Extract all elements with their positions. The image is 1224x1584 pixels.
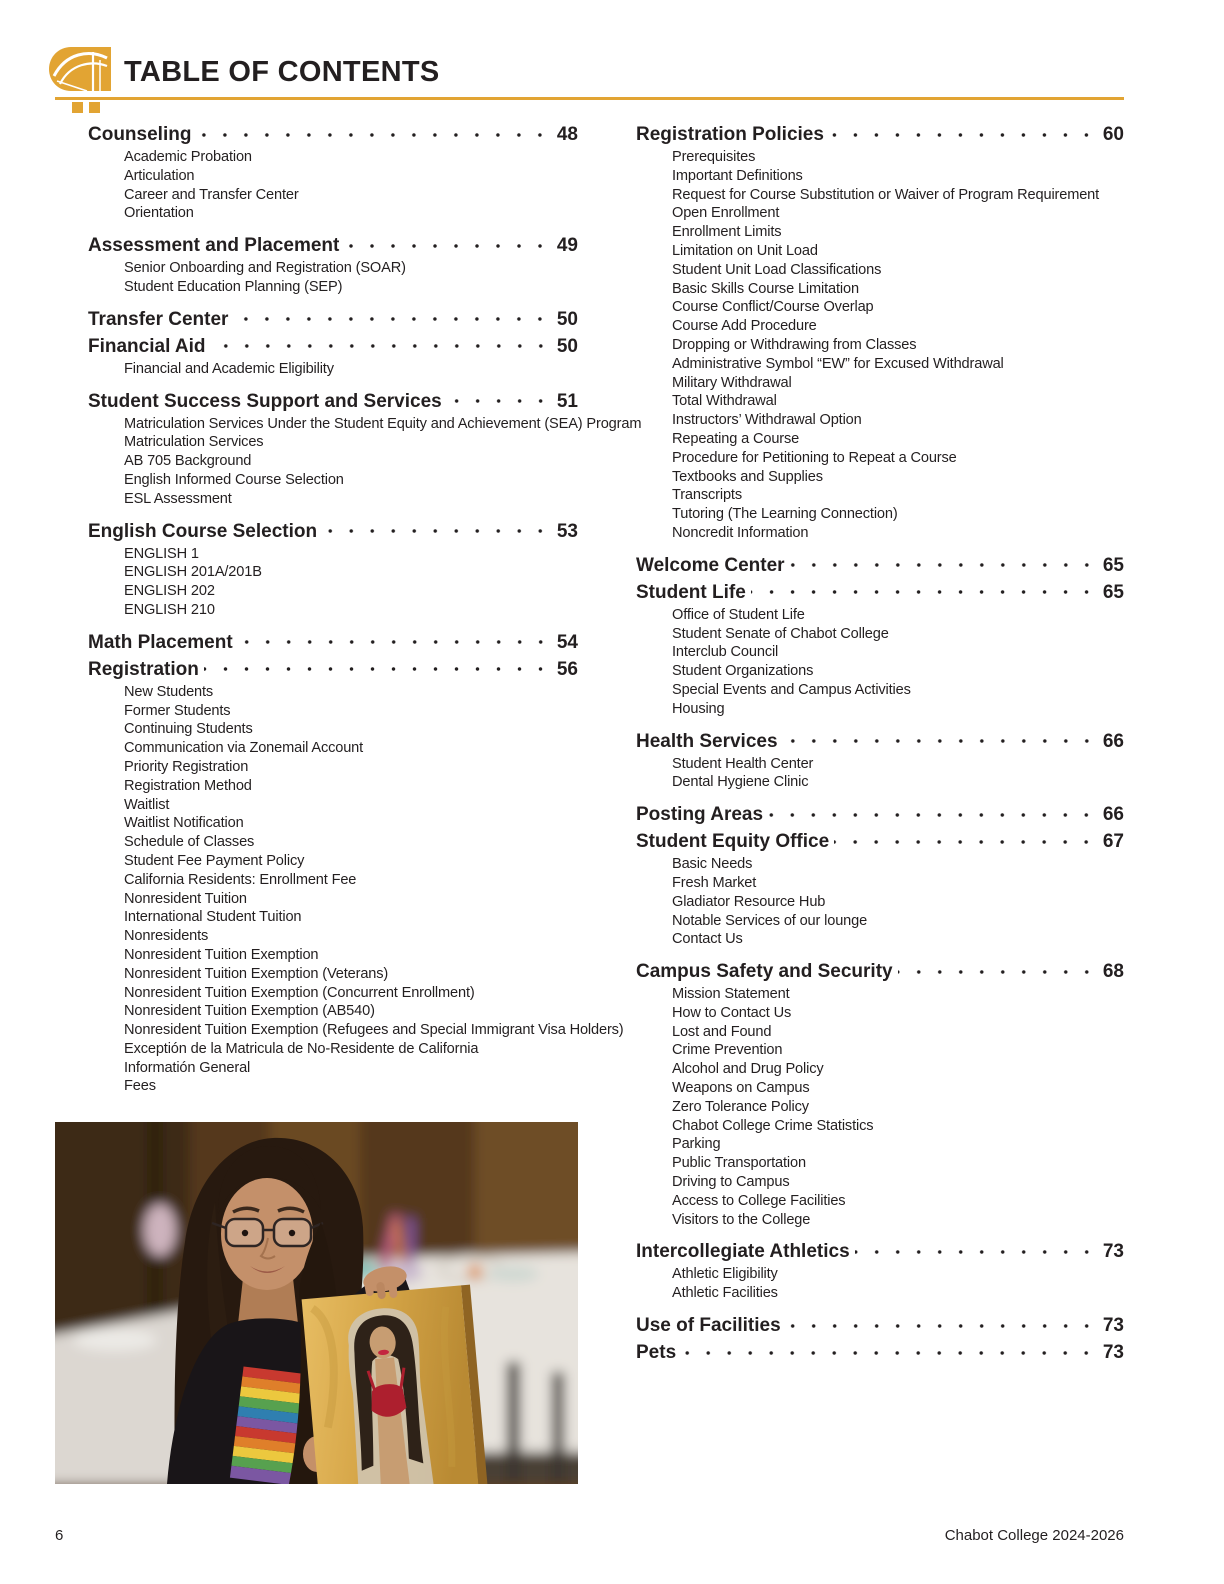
- toc-subitem: New Students: [124, 683, 214, 700]
- toc-subitem: Public Transportation: [672, 1155, 806, 1172]
- toc-subitem: Mission Statement: [672, 986, 790, 1003]
- toc-subitem: Student Health Center: [672, 755, 814, 772]
- toc-entry-head: [636, 829, 1124, 854]
- toc-subitem: Nonresident Tuition Exemption (AB540): [124, 1003, 375, 1020]
- student-painting-photo: [55, 1122, 578, 1484]
- toc-subitem: Enrollment Limits: [672, 224, 782, 241]
- toc-subitem: Student Senate of Chabot College: [672, 625, 889, 642]
- toc-entry-page-number: 68: [1102, 961, 1124, 983]
- toc-subitem-list: [88, 415, 642, 509]
- toc-entry-page-number: 73: [1102, 1315, 1124, 1337]
- toc-subitem: Dropping or Withdrawing from Classes: [672, 336, 917, 353]
- toc-subitem: Basic Skills Course Limitation: [672, 280, 859, 297]
- toc-subitem: California Residents: Enrollment Fee: [124, 871, 357, 888]
- toc-entry-head: [636, 1239, 1124, 1264]
- toc-subitem: Articulation: [124, 167, 195, 184]
- toc-subitem: Athletic Eligibility: [672, 1266, 778, 1283]
- toc-subitem-list: [88, 259, 578, 297]
- toc-subitem: ENGLISH 1: [124, 545, 199, 562]
- toc-subitem: Orientation: [124, 205, 194, 222]
- toc-entry: [636, 122, 1124, 543]
- toc-entry-head: [636, 959, 1124, 984]
- toc-subitem: Interclub Council: [672, 644, 779, 661]
- toc-entry-title: Registration: [88, 658, 199, 680]
- toc-entry-title: Health Services: [636, 730, 778, 752]
- toc-subitem: Noncredit Information: [672, 524, 809, 541]
- dot-leader: [783, 729, 1097, 754]
- toc-entry: [636, 580, 1124, 719]
- toc-entry: [636, 729, 1124, 793]
- toc-subitem: Weapons on Campus: [672, 1080, 810, 1097]
- toc-subitem: Chabot College Crime Statistics: [672, 1117, 874, 1134]
- toc-entry: [636, 553, 1124, 578]
- toc-entry-title: Financial Aid: [88, 335, 206, 357]
- toc-subitem: How to Contact Us: [672, 1004, 792, 1021]
- toc-subitem: Schedule of Classes: [124, 834, 255, 851]
- toc-entry-page-number: 65: [1102, 554, 1124, 576]
- toc-subitem-list: [636, 148, 1124, 543]
- toc-entry-page-number: 50: [556, 335, 578, 357]
- toc-entry-title: Welcome Center: [636, 554, 785, 576]
- toc-subitem-list: [88, 545, 578, 620]
- toc-entry-title: Transfer Center: [88, 308, 229, 330]
- toc-subitem: Former Students: [124, 702, 231, 719]
- toc-subitem: Limitation on Unit Load: [672, 242, 818, 259]
- dot-leader: [233, 307, 550, 332]
- footer-catalog: Chabot College 2024-2026: [944, 1527, 1124, 1544]
- toc-subitem: Career and Transfer Center: [124, 186, 299, 203]
- toc-entry: [636, 959, 1124, 1229]
- toc-subitem: English Informed Course Selection: [124, 471, 344, 488]
- toc-entry-head: [88, 334, 578, 359]
- dot-leader: [855, 1239, 1097, 1264]
- toc-entry-head: [88, 657, 578, 682]
- dot-leader: [204, 657, 551, 682]
- toc-subitem: Procedure for Petitioning to Repeat a Course: [672, 449, 957, 466]
- toc-subitem: Nonresident Tuition: [124, 890, 247, 907]
- toc-subitem: Waitlist: [124, 796, 170, 813]
- toc-subitem: Zero Tolerance Policy: [672, 1098, 809, 1115]
- toc-entry-head: [636, 1313, 1124, 1338]
- toc-entry-title: Posting Areas: [636, 804, 764, 826]
- toc-entry: [636, 829, 1124, 949]
- toc-entry-head: [636, 1340, 1124, 1365]
- toc-subitem: Housing: [672, 700, 725, 717]
- toc-subitem: Student Organizations: [672, 663, 814, 680]
- toc-subitem-list: [88, 683, 624, 1097]
- toc-entry: [88, 307, 578, 332]
- dot-leader: [898, 959, 1097, 984]
- toc-entry-page-number: 49: [556, 235, 578, 257]
- toc-subitem: Course Conflict/Course Overlap: [672, 299, 874, 316]
- dot-leader: [322, 519, 551, 544]
- toc-subitem: Financial and Academic Eligibility: [124, 360, 334, 377]
- toc-subitem: Tutoring (The Learning Connection): [672, 506, 898, 523]
- toc-entry-title: Student Success Support and Services: [88, 390, 442, 412]
- toc-subitem-list: [88, 360, 578, 379]
- toc-subitem: Important Definitions: [672, 167, 803, 184]
- toc-entry-page-number: 54: [556, 631, 578, 653]
- toc-subitem: ESL Assessment: [124, 490, 232, 507]
- header-divider: [55, 97, 1124, 100]
- toc-subitem: Open Enrollment: [672, 205, 780, 222]
- dot-leader: [829, 122, 1097, 147]
- dot-leader: [196, 122, 550, 147]
- toc-entry-head: [88, 307, 578, 332]
- toc-subitem: Parking: [672, 1136, 721, 1153]
- toc-subitem: Nonresident Tuition Exemption (Veterans): [124, 965, 389, 982]
- toc-subitem: Matriculation Services Under the Student Equity and Achievement (SEA) Program: [124, 415, 642, 432]
- toc-entry-title: Intercollegiate Athletics: [636, 1241, 850, 1263]
- toc-entry: [88, 122, 578, 223]
- toc-entry-page-number: 53: [556, 520, 578, 542]
- dot-leader: [768, 802, 1097, 827]
- toc-subitem: Lost and Found: [672, 1023, 772, 1040]
- toc-subitem: Prerequisites: [672, 149, 756, 165]
- toc-entry-page-number: 51: [556, 390, 578, 412]
- toc-entry-head: [636, 580, 1124, 605]
- toc-subitem: Instructors’ Withdrawal Option: [672, 412, 862, 429]
- toc-subitem: Alcohol and Drug Policy: [672, 1061, 824, 1078]
- toc-subitem: Repeating a Course: [672, 430, 800, 447]
- toc-subitem: Access to College Facilities: [672, 1192, 846, 1209]
- toc-entry-page-number: 60: [1102, 124, 1124, 145]
- toc-entry: [88, 233, 578, 297]
- toc-subitem: Communication via Zonemail Account: [124, 740, 364, 757]
- toc-subitem: Crime Prevention: [672, 1042, 783, 1059]
- toc-subitem: International Student Tuition: [124, 909, 302, 926]
- toc-entry-title: Use of Facilities: [636, 1315, 781, 1337]
- toc-subitem: Nonresidents: [124, 928, 209, 945]
- toc-subitem-list: [636, 985, 1124, 1229]
- toc-subitem: Fees: [124, 1078, 156, 1095]
- toc-entry: [636, 1340, 1124, 1365]
- toc-column-left: [55, 112, 642, 1484]
- toc-subitem: Gladiator Resource Hub: [672, 893, 826, 910]
- toc-entry-title: Assessment and Placement: [88, 235, 340, 257]
- dot-leader: [681, 1340, 1097, 1365]
- dot-leader: [751, 580, 1097, 605]
- toc-entry: [636, 1313, 1124, 1338]
- toc-subitem: ENGLISH 210: [124, 601, 215, 618]
- toc-entry-page-number: 50: [556, 308, 578, 330]
- toc-subitem-list: [636, 855, 1124, 949]
- toc-entry-page-number: 65: [1102, 581, 1124, 603]
- toc-subitem: Fresh Market: [672, 874, 757, 891]
- toc-entry: [636, 1239, 1124, 1303]
- toc-entry-page-number: 48: [556, 124, 578, 145]
- page-number: 6: [55, 1527, 64, 1544]
- toc-entry-head: [636, 553, 1124, 578]
- toc-entry-head: [88, 389, 578, 414]
- toc: [55, 112, 1124, 1484]
- dot-leader: [238, 630, 551, 655]
- toc-entry-head: [88, 122, 578, 147]
- toc-subitem: Office of Student Life: [672, 606, 805, 623]
- toc-subitem: Student Fee Payment Policy: [124, 852, 305, 869]
- dot-leader: [344, 233, 551, 258]
- toc-subitem: Military Withdrawal: [672, 374, 792, 391]
- toc-subitem: ENGLISH 202: [124, 583, 215, 600]
- toc-entry-head: [88, 233, 578, 258]
- toc-subitem: Waitlist Notification: [124, 815, 244, 832]
- toc-subitem: Registration Method: [124, 777, 252, 794]
- toc-subitem: Contact Us: [672, 931, 743, 948]
- toc-subitem: Athletic Facilities: [672, 1285, 778, 1302]
- toc-entry-page-number: 67: [1102, 831, 1124, 853]
- toc-entry-title: Math Placement: [88, 631, 233, 653]
- toc-entry-page-number: 66: [1102, 804, 1124, 826]
- toc-column-right: [636, 112, 1124, 1484]
- toc-entry-page-number: 73: [1102, 1241, 1124, 1263]
- toc-subitem: Informatión General: [124, 1059, 251, 1076]
- toc-entry-head: [88, 630, 578, 655]
- toc-subitem: AB 705 Background: [124, 453, 252, 470]
- toc-entry-title: Pets: [636, 1342, 677, 1364]
- dot-leader: [211, 334, 551, 359]
- toc-subitem-list: [88, 148, 578, 223]
- toc-subitem: Notable Services of our lounge: [672, 912, 868, 929]
- toc-subitem: Administrative Symbol “EW” for Excused Withdrawal: [672, 355, 1004, 372]
- toc-subitem: ENGLISH 201A/201B: [124, 564, 262, 581]
- toc-entry-title: Student Life: [636, 581, 746, 603]
- toc-subitem: Total Withdrawal: [672, 393, 777, 410]
- toc-subitem: Textbooks and Supplies: [672, 468, 823, 485]
- toc-subitem: Nonresident Tuition Exemption (Concurrent Enrollment): [124, 984, 475, 1001]
- dot-leader: [790, 553, 1097, 578]
- toc-subitem: Student Unit Load Classifications: [672, 261, 882, 278]
- toc-subitem: Academic Probation: [124, 149, 252, 165]
- chabot-logo-icon: [47, 45, 115, 115]
- toc-subitem: Matriculation Services: [124, 434, 264, 451]
- dot-leader: [834, 829, 1097, 854]
- toc-subitem-list: [636, 606, 1124, 719]
- toc-entry: [88, 519, 578, 620]
- toc-subitem: Request for Course Substitution or Waiver of Program Requirement: [672, 186, 1100, 203]
- toc-entry-head: [636, 729, 1124, 754]
- toc-entry-page-number: 56: [556, 658, 578, 680]
- toc-entry-title: Campus Safety and Security: [636, 961, 893, 983]
- toc-entry-head: [636, 122, 1124, 147]
- toc-entry: [88, 334, 578, 379]
- toc-entry: [636, 802, 1124, 827]
- toc-entry-title: Student Equity Office: [636, 831, 830, 853]
- toc-subitem: Exceptión de la Matricula de No-Residente de California: [124, 1040, 479, 1057]
- toc-entry-page-number: 66: [1102, 730, 1124, 752]
- toc-subitem-list: [636, 1265, 1124, 1303]
- toc-entry-page-number: 73: [1102, 1342, 1124, 1364]
- dot-leader: [786, 1313, 1097, 1338]
- toc-subitem: Driving to Campus: [672, 1174, 790, 1191]
- toc-subitem: Continuing Students: [124, 721, 253, 738]
- toc-subitem: Special Events and Campus Activities: [672, 681, 911, 698]
- toc-entry: [88, 657, 624, 1097]
- toc-entry-title: Registration Policies: [636, 124, 824, 145]
- toc-subitem-list: [636, 755, 1124, 793]
- toc-subitem: Visitors to the College: [672, 1211, 811, 1228]
- toc-entry-title: English Course Selection: [88, 520, 318, 542]
- toc-entry-head: [636, 802, 1124, 827]
- toc-subitem: Course Add Procedure: [672, 318, 817, 335]
- toc-subitem: Nonresident Tuition Exemption (Refugees and Special Immigrant Visa Holders): [124, 1022, 624, 1039]
- toc-subitem: Transcripts: [672, 487, 742, 504]
- toc-subitem: Dental Hygiene Clinic: [672, 774, 809, 791]
- toc-entry-head: [88, 519, 578, 544]
- page-title: TABLE OF CONTENTS: [124, 56, 440, 88]
- toc-subitem: Senior Onboarding and Registration (SOAR): [124, 260, 406, 277]
- toc-entry: [88, 630, 578, 655]
- toc-entry: [88, 389, 642, 509]
- toc-subitem: Student Education Planning (SEP): [124, 278, 343, 295]
- toc-subitem: Nonresident Tuition Exemption: [124, 946, 319, 963]
- dot-leader: [447, 389, 551, 414]
- toc-entry-title: Counseling: [88, 124, 192, 145]
- toc-subitem: Priority Registration: [124, 758, 249, 775]
- toc-subitem: Basic Needs: [672, 856, 753, 873]
